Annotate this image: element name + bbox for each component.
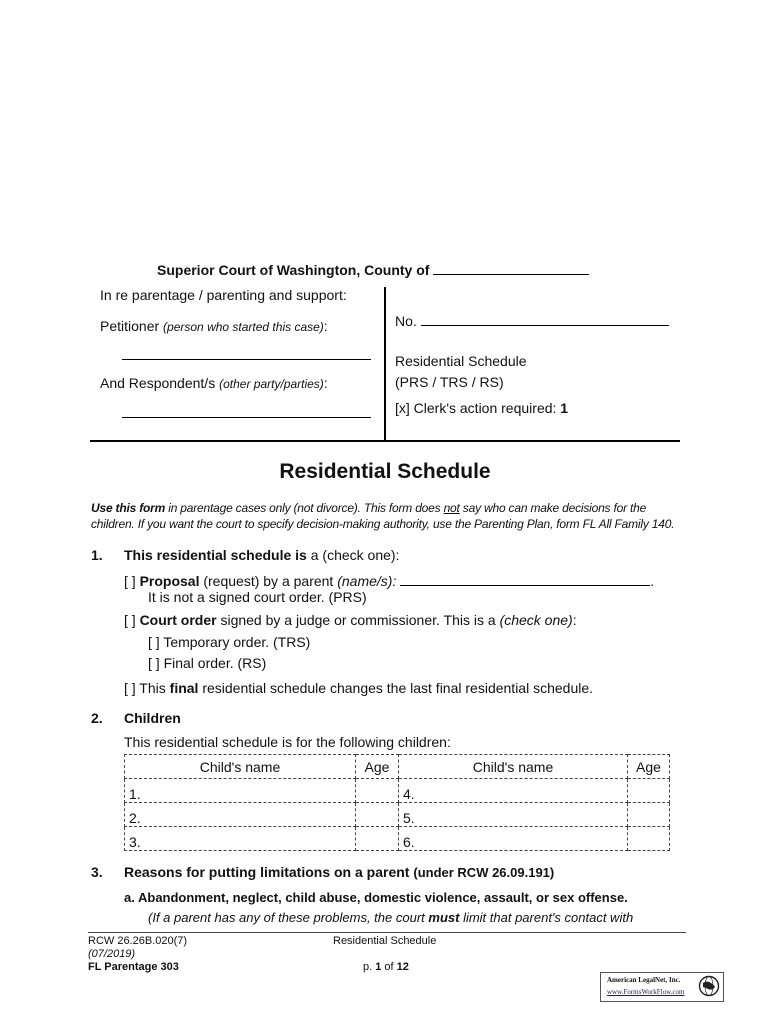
in-re-label: In re parentage / parenting and support: <box>100 287 347 303</box>
section-3-heading: Reasons for putting limitations on a parent (under RCW 26.09.191) <box>124 864 555 880</box>
section-1-number: 1. <box>91 547 103 563</box>
changes-final-checkbox[interactable]: [ ] <box>124 680 136 696</box>
table-row <box>125 827 670 851</box>
option-court-order: [ ] Court order signed by a judge or commissioner. This is a (check one): <box>124 612 577 628</box>
child-name-cell[interactable]: 6. <box>399 827 628 851</box>
caption-divider <box>384 287 386 442</box>
table-row <box>125 779 670 803</box>
child-age-cell[interactable] <box>356 779 399 803</box>
petitioner-label: Petitioner (person who started this case): <box>100 318 328 334</box>
table-row <box>125 803 670 827</box>
parent-names-blank[interactable] <box>400 585 650 586</box>
court-order-checkbox[interactable]: [ ] <box>124 612 136 628</box>
court-heading: Superior Court of Washington, County of <box>157 262 589 278</box>
footer-center: Residential Schedule <box>333 935 437 947</box>
globe-icon <box>698 975 720 997</box>
child-name-cell[interactable]: 3. <box>125 827 356 851</box>
option-temporary: [ ] Temporary order. (TRS) <box>148 634 311 650</box>
item-a-heading: a. Abandonment, neglect, child abuse, domestic violence, assault, or sex offense. <box>124 890 628 905</box>
child-age-cell[interactable] <box>628 779 670 803</box>
footer-rule <box>88 932 686 933</box>
children-intro: This residential schedule is for the following children: <box>124 734 451 750</box>
proposal-subtext: It is not a signed court order. (PRS) <box>148 589 367 605</box>
col-age: Age <box>356 755 399 779</box>
child-name-cell[interactable]: 4. <box>399 779 628 803</box>
proposal-checkbox[interactable]: [ ] <box>124 573 136 589</box>
col-child-name: Child's name <box>125 755 356 779</box>
child-name-cell[interactable]: 5. <box>399 803 628 827</box>
section-2-heading: Children <box>124 710 181 726</box>
publisher-logo: American LegalNet, Inc. www.FormsWorkFlow.com <box>600 972 724 1002</box>
publisher-url[interactable]: www.FormsWorkFlow.com <box>607 988 685 996</box>
section-3-number: 3. <box>91 864 103 880</box>
footer-left: RCW 26.26B.020(7) (07/2019) FL Parentage 303 <box>88 935 188 973</box>
petitioner-name-line[interactable] <box>122 359 371 360</box>
option-changes-final: [ ] This final residential schedule changes the last final residential schedule. <box>124 680 594 696</box>
col-child-name-2: Child's name <box>399 755 628 779</box>
section-2-number: 2. <box>91 710 103 726</box>
page-title: Residential Schedule <box>279 460 491 483</box>
section-1-heading: This residential schedule is a (check one): <box>124 547 400 563</box>
table-header-row <box>125 755 670 779</box>
child-age-cell[interactable] <box>356 803 399 827</box>
county-blank[interactable] <box>433 274 589 275</box>
case-number-blank[interactable] <box>421 325 669 326</box>
intro-text: Use this form in parentage cases only (not divorce). This form does not say who can make decisions for the children. If you want the court to specify decision-making authority, use the Parenting Plan, form FL All Family 140. <box>91 501 675 531</box>
case-number: No. <box>395 313 669 329</box>
doc-name: Residential Schedule <box>395 353 527 369</box>
option-final: [ ] Final order. (RS) <box>148 655 267 671</box>
col-age-2: Age <box>628 755 670 779</box>
temporary-checkbox[interactable]: [ ] <box>148 634 160 650</box>
children-table <box>124 754 670 851</box>
respondent-label: And Respondent/s (other party/parties): <box>100 375 328 391</box>
child-age-cell[interactable] <box>628 827 670 851</box>
child-name-cell[interactable]: 2. <box>125 803 356 827</box>
caption-bottom-rule <box>90 440 680 442</box>
child-name-cell[interactable]: 1. <box>125 779 356 803</box>
child-age-cell[interactable] <box>356 827 399 851</box>
item-a-text: (If a parent has any of these problems, the court must limit that parent's contact with <box>148 910 634 925</box>
child-age-cell[interactable] <box>628 803 670 827</box>
doc-codes: (PRS / TRS / RS) <box>395 374 504 390</box>
clerk-action: [x] Clerk's action required: 1 <box>395 400 569 416</box>
page-number: p. 1 of 12 <box>363 961 409 973</box>
final-checkbox[interactable]: [ ] <box>148 655 160 671</box>
option-proposal: [ ] Proposal (request) by a parent (name/s): . <box>124 573 655 589</box>
respondent-name-line[interactable] <box>122 417 371 418</box>
